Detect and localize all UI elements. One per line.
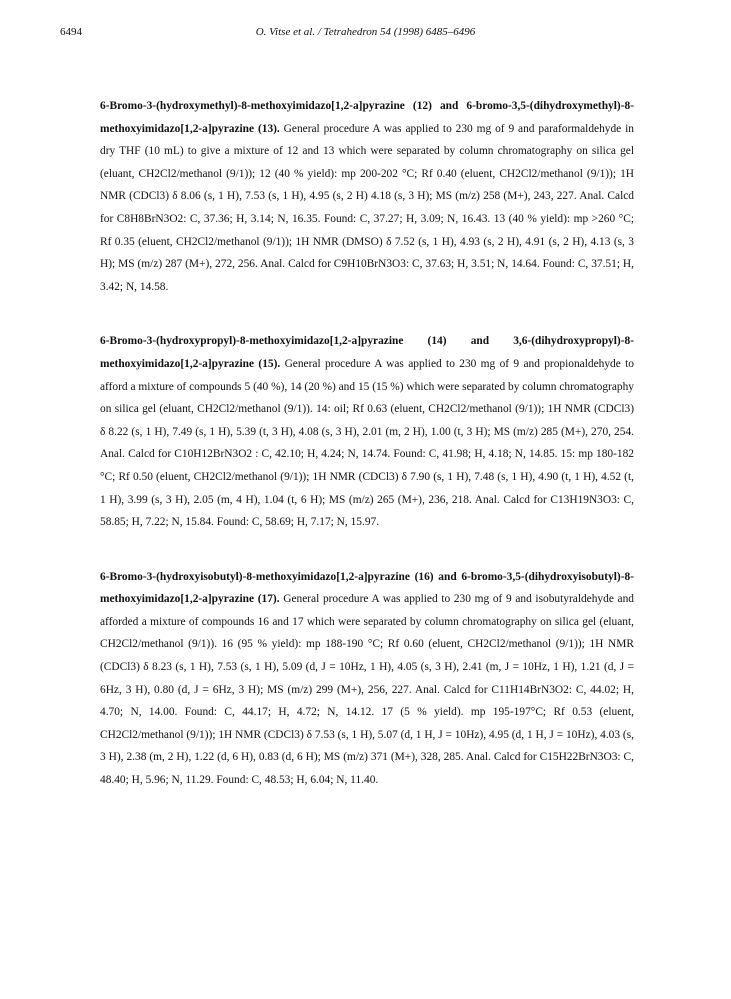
paragraph-title: 6-Bromo-3-(hydroxymethyl)-8-methoxyimidazo[1,2-a]pyrazine (12) and 6-bromo-3,5-(dihydroxymethyl)-8-methoxyimidazo[1,2-a]pyrazine (13). <box>100 100 634 135</box>
compound-12-13-paragraph <box>100 95 634 298</box>
paragraph-text: General procedure A was applied to 230 mg of 9 and paraformaldehyde in dry THF (10 mL) to give a mixture of 12 and 13 which were separated by column chromatography on silica gel (eluant, CH2Cl2/methanol (9/1)); 12 (40 % yield): mp 200-202 °C; Rf 0.40 (eluent, CH2Cl2/methanol (9/1)); 1H NMR (CDCl3) δ 8.06 (s, 1 H), 7.53 (s, 1 H), 4.95 (s, 2 H) 4.18 (s, 3 H); MS (m/z) 258 (M+), 243, 227. Anal. Calcd for C8H8BrN3O2: C, 37.36; H, 3.14; N, 16.35. Found: C, 37.27; H, 3.09; N, 16.43. 13 (40 % yield): mp >260 °C; Rf 0.35 (eluent, CH2Cl2/methanol (9/1)); 1H NMR (DMSO) δ 7.52 (s, 1 H), 4.93 (s, 2 H), 4.91 (s, 2 H), 4.13 (s, 3 H); MS (m/z) 287 (M+), 272, 256. Anal. Calcd for C9H10BrN3O3: C, 37.63; H, 3.51; N, 14.64. Found: C, 37.51; H, 3.42; N, 14.58. <box>100 122 634 293</box>
running-head: O. Vitse et al. / Tetrahedron 54 (1998) 6485–6496 <box>255 26 476 38</box>
paragraph-text: General procedure A was applied to 230 mg of 9 and propionaldehyde to afford a mixture of compounds 5 (40 %), 14 (20 %) and 15 (15 %) which were separated by column chromatography on silica gel (eluant, CH2Cl2/methanol (9/1)). 14: oil; Rf 0.63 (eluent, CH2Cl2/methanol (9/1)); 1H NMR (CDCl3) δ 8.22 (s, 1 H), 7.49 (s, 1 H), 5.39 (t, 3 H), 4.08 (s, 3 H), 2.01 (m, 2 H), 1.00 (t, 3 H); MS (m/z) 285 (M+), 270, 254. Anal. Calcd for C10H12BrN3O2 : C, 42.10; H, 4.24; N, 14.74. Found: C, 41.98; H, 4.18; N, 14.85. 15: mp 180-182 °C; Rf 0.50 (eluent, CH2Cl2/methanol (9/1)); 1H NMR (CDCl3) δ 7.90 (s, 1 H), 7.48 (s, 1 H), 4.90 (t, 1 H), 4.52 (t, 1 H), 3.99 (s, 3 H), 2.05 (m, 4 H), 1.04 (t, 6 H); MS (m/z) 265 (M+), 236, 218. Anal. Calcd for C13H19N3O3: C, 58.85; H, 7.22; N, 15.84. Found: C, 58.69; H, 7.17; N, 15.97. <box>100 357 634 529</box>
paragraph-title: 6-Bromo-3-(hydroxyisobutyl)-8-methoxyimidazo[1,2-a]pyrazine (16) and 6-bromo-3,5-(dihydroxyisobutyl)-8-methoxyimidazo[1,2-a]pyrazine (17). <box>100 570 634 606</box>
compound-16-17-paragraph <box>100 566 634 792</box>
paragraph-text: General procedure A was applied to 230 mg of 9 and isobutyraldehyde and afforded a mixture of compounds 16 and 17 which were separated by column chromatography on silica gel (eluant, CH2Cl2/methanol (9/1)). 16 (95 % yield): mp 188-190 °C; Rf 0.60 (eluent, CH2Cl2/methanol (9/1)); 1H NMR (CDCl3) δ 8.23 (s, 1 H), 7.53 (s, 1 H), 5.09 (d, J = 10Hz, 1 H), 4.05 (s, 3 H), 2.41 (m, J = 10Hz, 1 H), 1.21 (d, J = 6Hz, 3 H), 0.80 (d, J = 6Hz, 3 H); MS (m/z) 299 (M+), 256, 227. Anal. Calcd for C11H14BrN3O2: C, 44.02; H, 4.70; N, 14.00. Found: C, 44.17; H, 4.72; N, 14.12. 17 (5 % yield). mp 195-197°C; Rf 0.53 (eluent, CH2Cl2/methanol (9/1)); 1H NMR (CDCl3) δ 7.53 (s, 1 H), 5.07 (d, 1 H, J = 10Hz), 4.95 (d, 1 H, J = 10Hz), 4.03 (s, 3 H), 2.38 (m, 2 H), 1.22 (d, 6 H), 0.83 (d, 6 H); MS (m/z) 371 (M+), 328, 285. Anal. Calcd for C15H22BrN3O3: C, 48.40; H, 5.96; N, 11.29. Found: C, 48.53; H, 6.04; N, 11.40. <box>100 593 634 787</box>
compound-14-15-paragraph <box>100 330 634 533</box>
page-number: 6494 <box>60 26 82 38</box>
article-body <box>100 95 634 824</box>
paragraph-title: 6-Bromo-3-(hydroxypropyl)-8-methoxyimidazo[1,2-a]pyrazine (14) and 3,6-(dihydroxypropyl)-8-methoxyimidazo[1,2-a]pyrazine (15). <box>100 335 634 370</box>
page-header <box>60 26 671 46</box>
